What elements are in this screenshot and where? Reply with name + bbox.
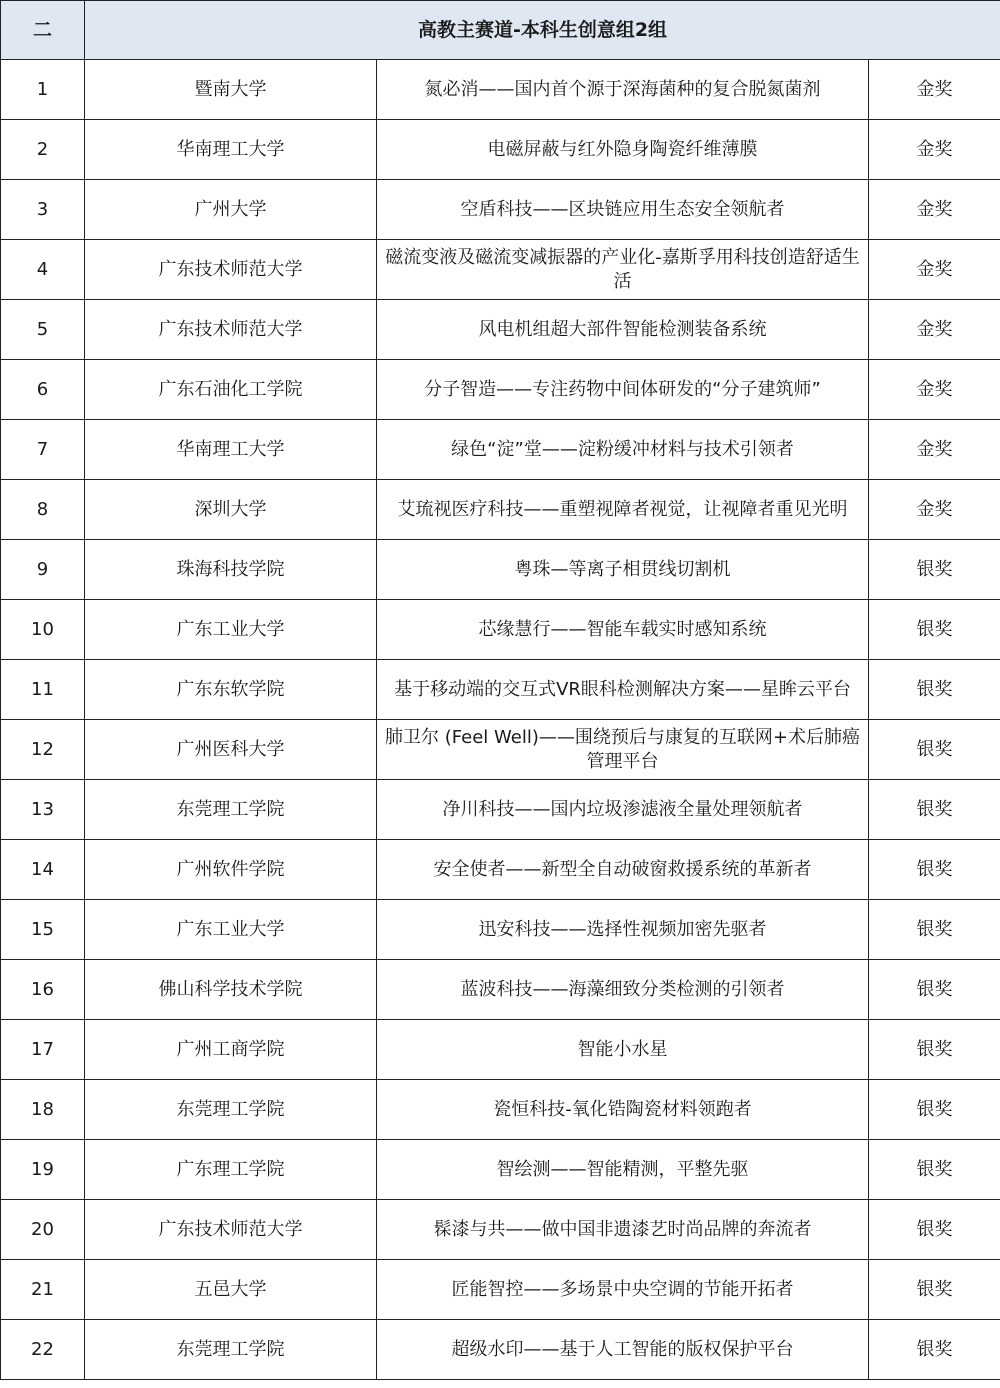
project-name: 智绘测——智能精测，平整先驱: [377, 1140, 869, 1200]
row-number: 10: [1, 600, 85, 660]
row-number: 9: [1, 540, 85, 600]
row-number: 1: [1, 60, 85, 120]
award-level: 银奖: [869, 1200, 1000, 1260]
school-name: 广州大学: [85, 180, 377, 240]
project-name: 净川科技——国内垃圾渗滤液全量处理领航者: [377, 780, 869, 840]
school-name: 广州医科大学: [85, 720, 377, 780]
award-level: 银奖: [869, 1320, 1000, 1380]
row-number: 12: [1, 720, 85, 780]
school-name: 广东技术师范大学: [85, 1200, 377, 1260]
school-name: 广东技术师范大学: [85, 240, 377, 300]
award-level: 银奖: [869, 780, 1000, 840]
table-row: [1, 1320, 1000, 1380]
table-row: [1, 480, 1000, 540]
project-name: 空盾科技——区块链应用生态安全领航者: [377, 180, 869, 240]
school-name: 广东工业大学: [85, 900, 377, 960]
table-row: [1, 60, 1000, 120]
table-row: [1, 120, 1000, 180]
school-name: 广东东软学院: [85, 660, 377, 720]
table-row: [1, 780, 1000, 840]
table-row: [1, 360, 1000, 420]
project-name: 氮必消——国内首个源于深海菌种的复合脱氮菌剂: [377, 60, 869, 120]
project-name: 绿色“淀”堂——淀粉缓冲材料与技术引领者: [377, 420, 869, 480]
award-level: 金奖: [869, 300, 1000, 360]
award-level: 金奖: [869, 60, 1000, 120]
award-level: 金奖: [869, 120, 1000, 180]
project-name: 智能小水星: [377, 1020, 869, 1080]
row-number: 14: [1, 840, 85, 900]
row-number: 16: [1, 960, 85, 1020]
row-number: 4: [1, 240, 85, 300]
table-row: [1, 1140, 1000, 1200]
table-row: [1, 1080, 1000, 1140]
school-name: 东莞理工学院: [85, 1320, 377, 1380]
award-level: 金奖: [869, 360, 1000, 420]
project-name: 瓷恒科技-氧化锆陶瓷材料领跑者: [377, 1080, 869, 1140]
project-name: 电磁屏蔽与红外隐身陶瓷纤维薄膜: [377, 120, 869, 180]
project-name: 髹漆与共——做中国非遗漆艺时尚品牌的奔流者: [377, 1200, 869, 1260]
row-number: 21: [1, 1260, 85, 1320]
award-level: 银奖: [869, 600, 1000, 660]
school-name: 广州软件学院: [85, 840, 377, 900]
award-level: 银奖: [869, 1260, 1000, 1320]
row-number: 18: [1, 1080, 85, 1140]
project-name: 肺卫尔 (Feel Well)——围绕预后与康复的互联网+术后肺癌管理平台: [377, 720, 869, 780]
row-number: 15: [1, 900, 85, 960]
section-number: 二: [1, 1, 85, 60]
table-row: [1, 1200, 1000, 1260]
table-row: [1, 720, 1000, 780]
school-name: 暨南大学: [85, 60, 377, 120]
award-level: 银奖: [869, 1080, 1000, 1140]
row-number: 11: [1, 660, 85, 720]
school-name: 珠海科技学院: [85, 540, 377, 600]
table-row: [1, 300, 1000, 360]
row-number: 5: [1, 300, 85, 360]
school-name: 东莞理工学院: [85, 1080, 377, 1140]
row-number: 8: [1, 480, 85, 540]
school-name: 华南理工大学: [85, 120, 377, 180]
award-level: 银奖: [869, 840, 1000, 900]
project-name: 风电机组超大部件智能检测装备系统: [377, 300, 869, 360]
table-row: [1, 420, 1000, 480]
project-name: 匠能智控——多场景中央空调的节能开拓者: [377, 1260, 869, 1320]
award-level: 金奖: [869, 480, 1000, 540]
school-name: 广东石油化工学院: [85, 360, 377, 420]
project-name: 安全使者——新型全自动破窗救援系统的革新者: [377, 840, 869, 900]
award-level: 银奖: [869, 1020, 1000, 1080]
table-header-row: [1, 1, 1000, 60]
school-name: 深圳大学: [85, 480, 377, 540]
school-name: 五邑大学: [85, 1260, 377, 1320]
table-row: [1, 540, 1000, 600]
table-row: [1, 960, 1000, 1020]
project-name: 粤珠—等离子相贯线切割机: [377, 540, 869, 600]
project-name: 超级水印——基于人工智能的版权保护平台: [377, 1320, 869, 1380]
award-level: 银奖: [869, 1140, 1000, 1200]
award-level: 银奖: [869, 720, 1000, 780]
school-name: 广东理工学院: [85, 1140, 377, 1200]
table-row: [1, 900, 1000, 960]
table-row: [1, 840, 1000, 900]
school-name: 广东技术师范大学: [85, 300, 377, 360]
row-number: 6: [1, 360, 85, 420]
school-name: 广州工商学院: [85, 1020, 377, 1080]
award-level: 银奖: [869, 960, 1000, 1020]
award-level: 金奖: [869, 180, 1000, 240]
table-row: [1, 660, 1000, 720]
row-number: 22: [1, 1320, 85, 1380]
project-name: 分子智造——专注药物中间体研发的“分子建筑师”: [377, 360, 869, 420]
table-row: [1, 240, 1000, 300]
row-number: 7: [1, 420, 85, 480]
award-level: 银奖: [869, 660, 1000, 720]
project-name: 艾琉视医疗科技——重塑视障者视觉，让视障者重见光明: [377, 480, 869, 540]
school-name: 华南理工大学: [85, 420, 377, 480]
row-number: 20: [1, 1200, 85, 1260]
project-name: 基于移动端的交互式VR眼科检测解决方案——星眸云平台: [377, 660, 869, 720]
award-level: 金奖: [869, 420, 1000, 480]
table-row: [1, 180, 1000, 240]
table-row: [1, 600, 1000, 660]
row-number: 2: [1, 120, 85, 180]
school-name: 东莞理工学院: [85, 780, 377, 840]
table-row: [1, 1260, 1000, 1320]
project-name: 蓝波科技——海藻细致分类检测的引领者: [377, 960, 869, 1020]
table-row: [1, 1020, 1000, 1080]
project-name: 磁流变液及磁流变减振器的产业化-嘉斯孚用科技创造舒适生活: [377, 240, 869, 300]
award-level: 银奖: [869, 900, 1000, 960]
school-name: 广东工业大学: [85, 600, 377, 660]
award-level: 金奖: [869, 240, 1000, 300]
row-number: 13: [1, 780, 85, 840]
row-number: 3: [1, 180, 85, 240]
award-level: 银奖: [869, 540, 1000, 600]
project-name: 芯缘慧行——智能车载实时感知系统: [377, 600, 869, 660]
row-number: 17: [1, 1020, 85, 1080]
project-name: 迅安科技——选择性视频加密先驱者: [377, 900, 869, 960]
school-name: 佛山科学技术学院: [85, 960, 377, 1020]
table-title: 高教主赛道-本科生创意组2组: [85, 1, 1000, 60]
row-number: 19: [1, 1140, 85, 1200]
